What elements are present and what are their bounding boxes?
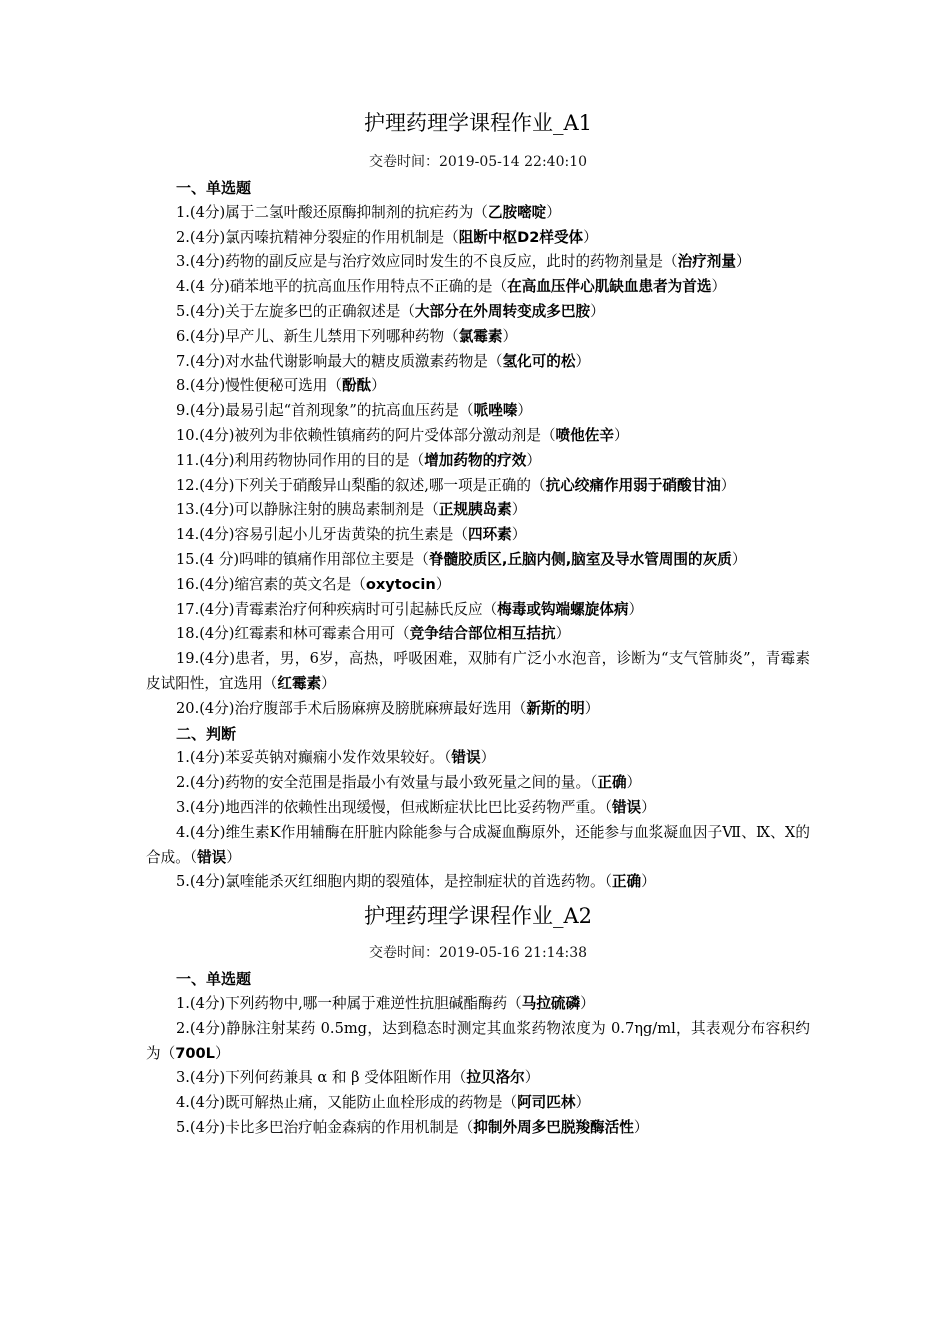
answer-text: 抗心绞痛作用弱于硝酸甘油 <box>545 476 721 494</box>
closing-paren: ） <box>575 1094 591 1112</box>
answer-text: 马拉硫磷 <box>521 994 581 1012</box>
question-item <box>146 250 810 275</box>
question-item <box>146 796 810 821</box>
answer-text: 正确 <box>611 873 642 891</box>
question-item <box>146 622 810 647</box>
closing-paren: ） <box>731 550 747 568</box>
question-item <box>146 771 810 796</box>
question-text: 2.(4分)静脉注射某药 0.5mg，达到稳态时测定其血浆药物浓度为 0.7ηg/ml，其表观分布容积约为（ <box>146 1019 810 1062</box>
question-text: 4.(4分)维生素K作用辅酶在肝脏内除能参与合成凝血酶原外，还能参与血浆凝血因子Ⅶ、Ⅸ、Ⅹ的合成。（ <box>146 823 810 866</box>
answer-text: 新斯的明 <box>526 699 585 717</box>
question-item <box>146 1017 810 1067</box>
closing-paren: ） <box>583 228 598 246</box>
answer-text: 阻断中枢D2样受体 <box>458 228 584 246</box>
question-text: 4.(4分)既可解热止痛，又能防止血栓形成的药物是（ <box>176 1094 518 1112</box>
closing-paren: ） <box>590 302 605 320</box>
answer-text: 错误 <box>197 848 227 866</box>
question-text: 17.(4分)青霉素治疗何种疾病时可引起赫氏反应（ <box>176 600 498 618</box>
closing-paren: ） <box>371 377 386 395</box>
closing-paren: ） <box>626 774 642 792</box>
question-text: 10.(4分)被列为非依赖性镇痛药的阿片受体部分激动剂是（ <box>176 426 556 444</box>
question-text: 3.(4分)地西泮的依赖性出现缓慢，但戒断症状比巴比妥药物严重。（ <box>176 798 612 816</box>
question-item <box>146 821 810 871</box>
question-text: 2.(4分)药物的安全范围是指最小有效量与最小致死量之间的量。（ <box>176 774 598 792</box>
answer-text: 抑制外周多巴脱羧酶活性 <box>473 1118 634 1136</box>
question-item <box>146 697 810 722</box>
question-item <box>146 474 810 499</box>
answer-text: oxytocin <box>365 575 436 593</box>
closing-paren: ） <box>613 426 629 444</box>
closing-paren: ） <box>511 526 527 544</box>
question-item <box>146 226 810 251</box>
closing-paren: ） <box>555 625 571 643</box>
section-heading: 一、单选题 <box>176 179 252 197</box>
answer-text: 正确 <box>597 774 627 792</box>
answer-text: 竞争结合部位相互拮抗 <box>409 625 556 643</box>
submit-time: 交卷时间：2019-05-14 22:40:10 <box>368 154 588 170</box>
question-item <box>146 1091 810 1116</box>
document-content <box>146 106 810 1141</box>
question-text: 5.(4分)氯喹能杀灭红细胞内期的裂殖体，是控制症状的首选药物。（ <box>176 873 612 891</box>
answer-text: 大部分在外周转变成多巴胺 <box>414 302 591 320</box>
closing-paren: ） <box>214 1044 230 1062</box>
question-item <box>146 523 810 548</box>
question-item <box>146 598 810 623</box>
answer-text: 错误 <box>611 798 642 816</box>
closing-paren: ） <box>641 873 656 891</box>
question-text: 11.(4分)利用药物协同作用的目的是（ <box>176 451 425 469</box>
question-text: 8.(4分)慢性便秘可选用（ <box>176 377 342 395</box>
answer-text: 哌唑嗪 <box>473 402 518 420</box>
answer-text: 喷他佐辛 <box>555 426 614 444</box>
answer-text: 乙胺嘧啶 <box>487 203 547 221</box>
closing-paren: ） <box>575 352 591 370</box>
closing-paren: ） <box>226 848 241 866</box>
question-text: 5.(4分)关于左旋多巴的正确叙述是（ <box>176 302 415 320</box>
question-item <box>146 647 810 697</box>
closing-paren: ） <box>435 575 451 593</box>
closing-paren: ） <box>641 798 656 816</box>
question-text: 13.(4分)可以静脉注射的胰岛素制剂是（ <box>176 501 439 519</box>
closing-paren: ） <box>524 1069 540 1087</box>
closing-paren: ） <box>526 451 541 469</box>
answer-text: 酚酞 <box>341 377 372 395</box>
closing-paren: ） <box>517 402 533 420</box>
closing-paren: ） <box>511 501 527 519</box>
assignment-block <box>146 899 810 1141</box>
answer-text: 梅毒或钩端螺旋体病 <box>497 600 629 618</box>
closing-paren: ） <box>633 1118 649 1136</box>
answer-text: 红霉素 <box>277 674 322 692</box>
closing-paren: ） <box>720 476 736 494</box>
closing-paren: ） <box>480 749 496 767</box>
question-item <box>146 449 810 474</box>
question-item <box>146 548 810 573</box>
closing-paren: ） <box>584 699 600 717</box>
question-item <box>146 573 810 598</box>
question-item <box>146 746 810 771</box>
question-text: 18.(4分)红霉素和林可霉素合用可（ <box>176 625 410 643</box>
question-item <box>146 300 810 325</box>
question-item <box>146 424 810 449</box>
question-text: 5.(4分)卡比多巴治疗帕金森病的作用机制是（ <box>176 1118 474 1136</box>
answer-text: 增加药物的疗效 <box>424 451 527 469</box>
question-text: 16.(4分)缩宫素的英文名是（ <box>176 575 366 593</box>
question-text: 12.(4分)下列关于硝酸异山梨酯的叙述,哪一项是正确的（ <box>176 476 546 494</box>
closing-paren: ） <box>628 600 644 618</box>
question-text: 1.(4分)属于二氢叶酸还原酶抑制剂的抗疟药为（ <box>176 203 488 221</box>
question-text: 19.(4分)患者，男，6岁，高热，呼吸困难，双肺有广泛小水泡音，诊断为“支气管肺炎”，青霉素皮试阳性，宜选用（ <box>146 650 810 692</box>
answer-text: 氯霉素 <box>458 327 503 345</box>
question-item <box>146 870 810 895</box>
question-text: 4.(4 分)硝苯地平的抗高血压作用特点不正确的是（ <box>176 278 508 296</box>
answer-text: 四环素 <box>467 526 512 544</box>
question-text: 3.(4分)药物的副反应是与治疗效应同时发生的不良反应，此时的药物剂量是（ <box>176 253 678 271</box>
answer-text: 阿司匹林 <box>517 1094 576 1112</box>
submit-time: 交卷时间：2019-05-16 21:14:38 <box>368 945 588 962</box>
question-item <box>146 1066 810 1091</box>
closing-paren: ） <box>321 674 336 692</box>
answer-text: 700L <box>175 1044 215 1062</box>
answer-text: 错误 <box>451 749 481 767</box>
question-item <box>146 399 810 424</box>
question-text: 9.(4分)最易引起“首剂现象”的抗高血压药是（ <box>176 402 474 420</box>
question-item <box>146 498 810 523</box>
question-item <box>146 374 810 399</box>
question-item <box>146 350 810 375</box>
question-text: 1.(4分)下列药物中,哪一种属于难逆性抗胆碱酯酶药（ <box>176 994 522 1012</box>
section-heading: 二、判断 <box>176 724 237 743</box>
closing-paren: ） <box>502 327 518 345</box>
closing-paren: ） <box>580 994 595 1012</box>
closing-paren: ） <box>711 278 727 296</box>
assignment-title: 护理药理学课程作业_A2 <box>363 904 593 929</box>
question-text: 15.(4 分)吗啡的镇痛作用部位主要是（ <box>176 550 429 568</box>
question-text: 1.(4分)苯妥英钠对癫痫小发作效果较好。（ <box>176 749 452 767</box>
question-item <box>146 325 810 350</box>
answer-text: 脊髓胶质区,丘脑内侧,脑室及导水管周围的灰质 <box>428 550 732 568</box>
question-text: 3.(4分)下列何药兼具 α 和 β 受体阻断作用（ <box>176 1069 467 1087</box>
closing-paren: ） <box>736 253 751 271</box>
question-text: 6.(4分)早产儿、新生儿禁用下列哪种药物（ <box>176 327 459 345</box>
question-item <box>146 1116 810 1141</box>
answer-text: 氢化可的松 <box>502 352 576 370</box>
question-text: 7.(4分)对水盐代谢影响最大的糖皮质激素药物是（ <box>176 352 503 370</box>
answer-text: 在高血压伴心肌缺血患者为首选 <box>507 278 712 296</box>
closing-paren: ） <box>546 203 561 221</box>
question-item <box>146 275 810 300</box>
answer-text: 治疗剂量 <box>677 253 736 271</box>
question-item <box>146 992 810 1017</box>
question-item <box>146 201 810 226</box>
question-text: 2.(4分)氯丙嗪抗精神分裂症的作用机制是（ <box>176 228 459 246</box>
answer-text: 正规胰岛素 <box>438 501 512 519</box>
assignment-title: 护理药理学课程作业_A1 <box>363 111 593 135</box>
section-heading: 一、单选题 <box>176 970 252 989</box>
assignment-block <box>146 106 810 895</box>
question-text: 20.(4分)治疗腹部手术后肠麻痹及膀胱麻痹最好选用（ <box>176 699 527 717</box>
answer-text: 拉贝洛尔 <box>466 1069 525 1087</box>
question-text: 14.(4分)容易引起小儿牙齿黄染的抗生素是（ <box>176 526 468 544</box>
